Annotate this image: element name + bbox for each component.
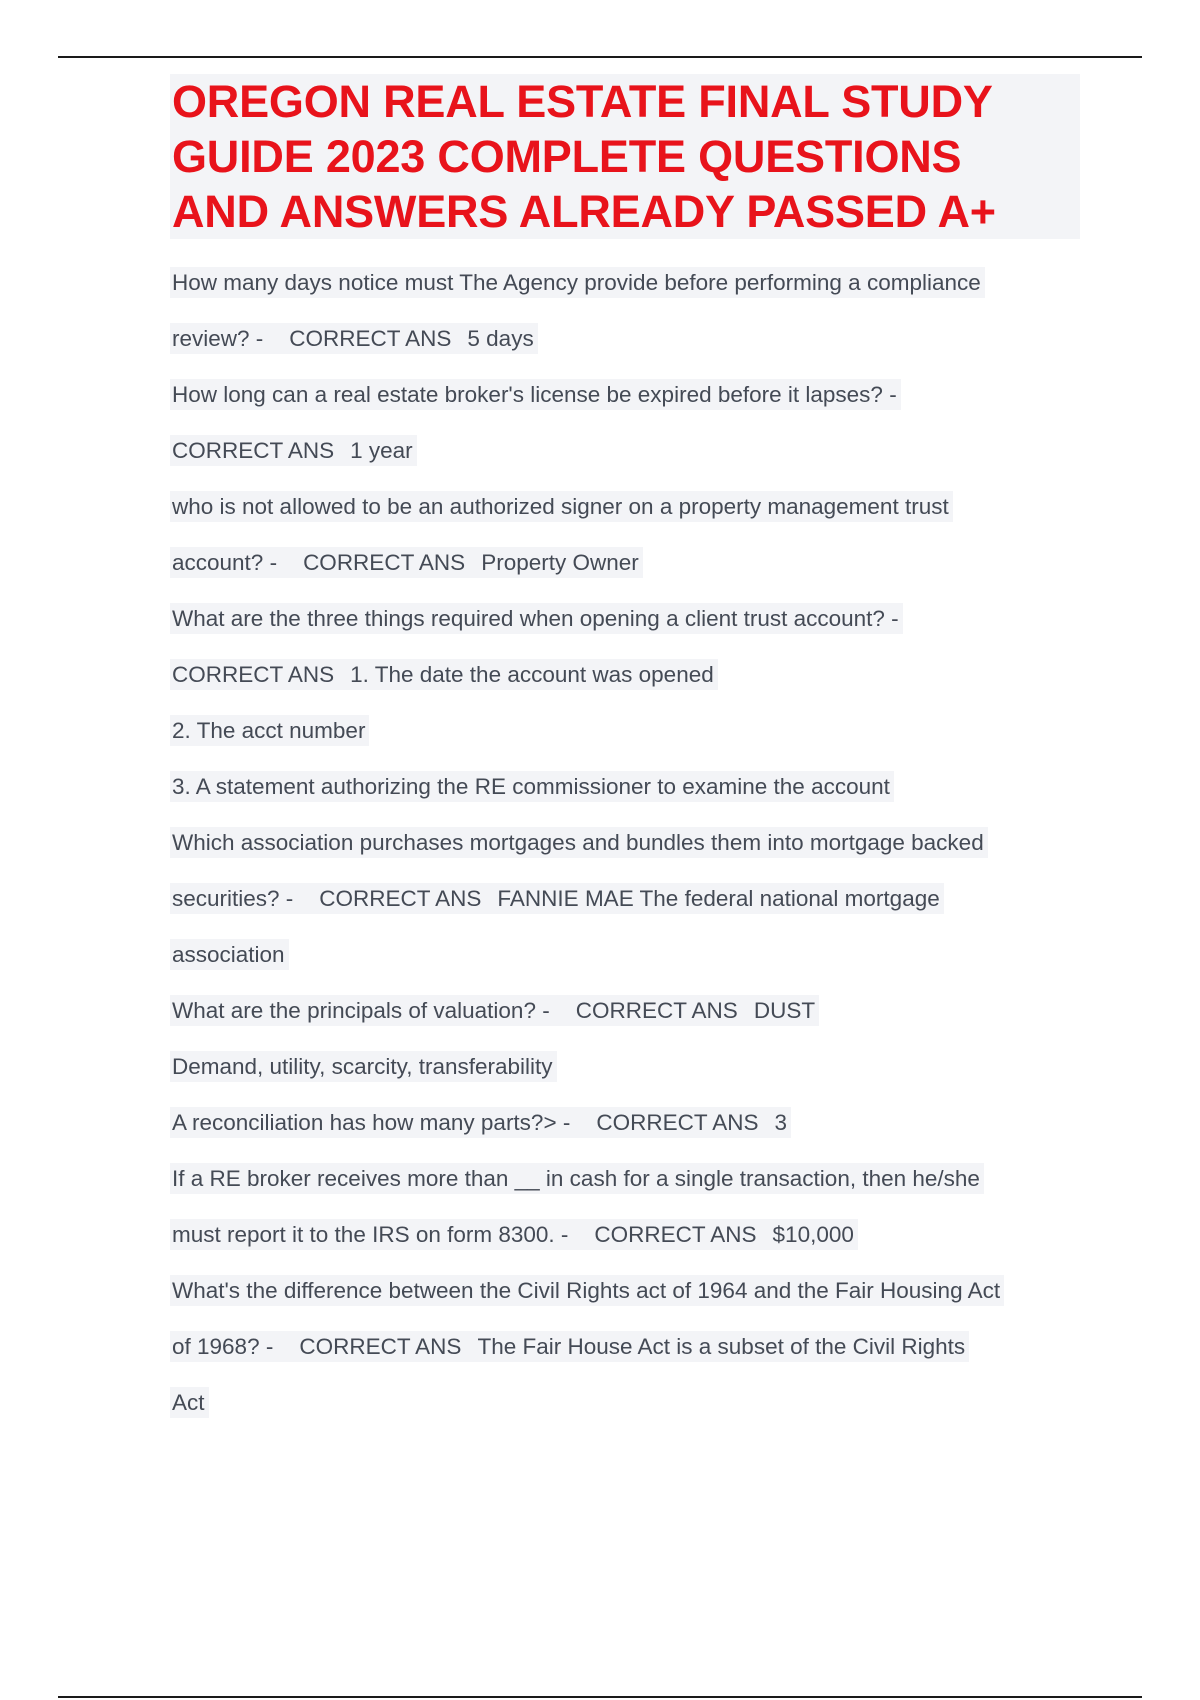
text-line xyxy=(170,871,1070,927)
answer-marker: CORRECT ANS xyxy=(319,886,482,911)
text-line xyxy=(170,927,1070,983)
question-text: What are the principals of valuation? - xyxy=(172,998,550,1023)
answer-text: Property Owner xyxy=(481,550,639,575)
text-line xyxy=(170,1039,1070,1095)
title-line: AND ANSWERS ALREADY PASSED A+ xyxy=(172,186,996,237)
text-line xyxy=(170,647,1070,703)
answer-marker: CORRECT ANS xyxy=(172,662,335,687)
text-line xyxy=(170,1375,1070,1431)
answer-marker: CORRECT ANS xyxy=(299,1334,462,1359)
answer-continuation: 2. The acct number xyxy=(170,715,369,746)
text-line xyxy=(170,1095,1070,1151)
question-text: who is not allowed to be an authorized signer on a property management trust xyxy=(170,491,953,522)
question-text: How many days notice must The Agency provide before performing a compliance xyxy=(170,267,985,298)
text-line xyxy=(170,535,1070,591)
question-text: How long can a real estate broker's license be expired before it lapses? - xyxy=(170,379,901,410)
answer-marker: CORRECT ANS xyxy=(303,550,466,575)
question-text: securities? - xyxy=(172,886,294,911)
text-line xyxy=(170,255,1070,311)
answer-marker: CORRECT ANS xyxy=(594,1222,757,1247)
text-line xyxy=(170,591,1070,647)
qa-body xyxy=(170,255,1070,1431)
top-rule xyxy=(58,56,1142,58)
text-line xyxy=(170,367,1070,423)
answer-marker: CORRECT ANS xyxy=(172,438,335,463)
text-line xyxy=(170,983,1070,1039)
answer-text: DUST xyxy=(753,998,816,1023)
question-text: review? - xyxy=(172,326,264,351)
text-line xyxy=(170,1151,1070,1207)
answer-text: 5 days xyxy=(467,326,534,351)
question-text: of 1968? - xyxy=(172,1334,274,1359)
answer-marker: CORRECT ANS xyxy=(575,998,738,1023)
answer-marker: CORRECT ANS xyxy=(596,1110,759,1135)
text-line xyxy=(170,1207,1070,1263)
title-line: GUIDE 2023 COMPLETE QUESTIONS xyxy=(172,131,962,182)
text-line xyxy=(170,1263,1070,1319)
text-line xyxy=(170,1319,1070,1375)
text-line xyxy=(170,759,1070,815)
question-text: must report it to the IRS on form 8300. - xyxy=(172,1222,569,1247)
answer-continuation: 3. A statement authorizing the RE commissioner to examine the account xyxy=(170,771,894,802)
answer-text: 1 year xyxy=(350,438,413,463)
text-line xyxy=(170,479,1070,535)
answer-text: 3 xyxy=(774,1110,787,1135)
question-text: A reconciliation has how many parts?> - xyxy=(172,1110,571,1135)
answer-text: 1. The date the account was opened xyxy=(350,662,714,687)
question-text: What's the difference between the Civil Rights act of 1964 and the Fair Housing Act xyxy=(170,1275,1004,1306)
document-title xyxy=(170,74,1080,239)
question-text: account? - xyxy=(172,550,278,575)
answer-continuation: association xyxy=(170,939,289,970)
answer-text: $10,000 xyxy=(772,1222,854,1247)
answer-continuation: Act xyxy=(170,1387,209,1418)
answer-text: FANNIE MAE The federal national mortgage xyxy=(497,886,940,911)
question-text: If a RE broker receives more than __ in cash for a single transaction, then he/she xyxy=(170,1163,984,1194)
text-line xyxy=(170,423,1070,479)
title-line: OREGON REAL ESTATE FINAL STUDY xyxy=(172,76,993,127)
text-line xyxy=(170,815,1070,871)
text-line xyxy=(170,703,1070,759)
text-line xyxy=(170,311,1070,367)
bottom-rule xyxy=(58,1696,1142,1698)
question-text: What are the three things required when opening a client trust account? - xyxy=(170,603,903,634)
answer-text: The Fair House Act is a subset of the Civil Rights xyxy=(477,1334,966,1359)
answer-continuation: Demand, utility, scarcity, transferability xyxy=(170,1051,557,1082)
question-text: Which association purchases mortgages and bundles them into mortgage backed xyxy=(170,827,988,858)
answer-marker: CORRECT ANS xyxy=(289,326,452,351)
